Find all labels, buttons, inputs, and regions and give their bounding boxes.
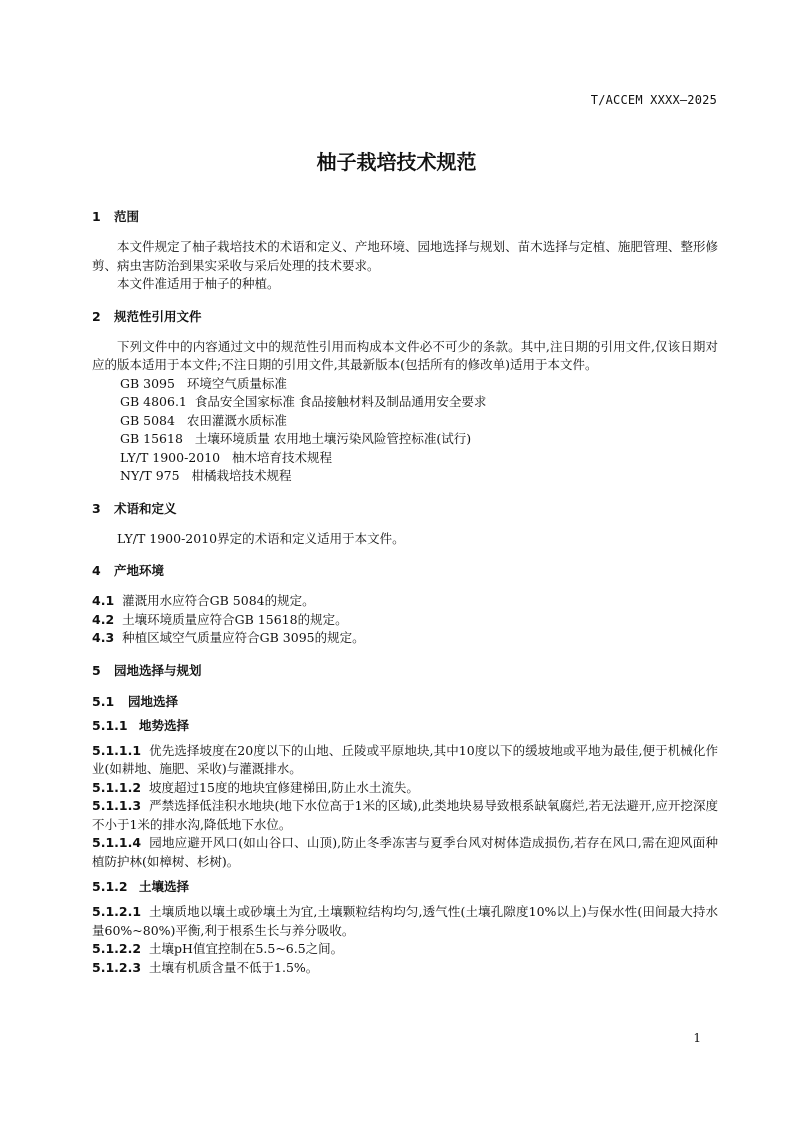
- reference-item: GB 15618 土壤环境质量 农用地土壤污染风险管控标准(试行): [120, 431, 472, 446]
- clause: 5.1.1.1 优先选择坡度在20度以下的山地、丘陵或平原地块,其中10度以下的缓坡地或平地为最佳,便于机械化作业(如耕地、施肥、采收)与灌溉排水。: [92, 742, 718, 776]
- section-heading-2: 2 规范性引用文件: [92, 308, 202, 324]
- subsubsection-heading: 5.1.1 地势选择: [92, 717, 190, 733]
- section-heading-4: 4 产地环境: [92, 563, 165, 578]
- subsection-heading: 5.1 园地选择: [92, 693, 179, 709]
- clause: 5.1.2.2 土壤pH值宜控制在5.5~6.5之间。: [92, 941, 344, 956]
- reference-item: NY/T 975 柑橘栽培技术规程: [120, 468, 292, 483]
- section-heading-3: 3 术语和定义: [92, 500, 177, 516]
- document-body: [92, 207, 718, 977]
- clause: 5.1.1.4 园地应避开风口(如山谷口、山顶),防止冬季冻害与夏季台风对树体造成损伤,若存在风口,需在迎风面种植防护林(如樟树、杉树)。: [92, 835, 718, 869]
- page-number: 1: [693, 1031, 701, 1045]
- clause: 5.1.2.1 土壤质地以壤土或砂壤土为宜,土壤颗粒结构均匀,透气性(土壤孔隙度10%以上)与保水性(田间最大持水量60%~80%)平衡,利于根系生长与养分吸收。: [92, 904, 718, 938]
- reference-item: GB 4806.1 食品安全国家标准 食品接触材料及制品通用安全要求: [120, 394, 487, 409]
- subsubsection-heading: 5.1.2 土壤选择: [92, 879, 190, 894]
- clause: 5.1.1.2 坡度超过15度的地块宜修建梯田,防止水土流失。: [92, 779, 419, 795]
- section-heading-5: 5 园地选择与规划: [92, 662, 202, 678]
- clause: 4.1 灌溉用水应符合GB 5084的规定。: [92, 593, 315, 608]
- references-intro: 下列文件中的内容通过文中的规范性引用而构成本文件必不可少的条款。其中,注日期的引用文件,仅该日期对应的版本适用于本文件;不注日期的引用文件,其最新版本(包括所有的修改单)适用于本文件。: [92, 338, 718, 372]
- reference-item: LY/T 1900-2010 柚木培育技术规程: [120, 449, 333, 465]
- scope-paragraph: 本文件准适用于柚子的种植。: [117, 276, 280, 291]
- reference-item: GB 5084 农田灌溉水质标准: [120, 412, 287, 428]
- clause: 5.1.1.3 严禁选择低洼积水地块(地下水位高于1米的区域),此类地块易导致根系缺氧腐烂,若无法避开,应开挖深度不小于1米的排水沟,降低地下水位。: [92, 798, 718, 832]
- scope-paragraph: 本文件规定了柚子栽培技术的术语和定义、产地环境、园地选择与规划、苗木选择与定植、施肥管理、整形修剪、病虫害防治到果实采收与采后处理的技术要求。: [92, 239, 718, 273]
- clause: 4.2 土壤环境质量应符合GB 15618的规定。: [92, 611, 348, 627]
- document-title: 柚子栽培技术规范: [316, 150, 477, 174]
- document-number: T/ACCEM XXXX—2025: [590, 93, 717, 107]
- clause: 5.1.2.3 土壤有机质含量不低于1.5%。: [92, 959, 319, 975]
- clause: 4.3 种植区域空气质量应符合GB 3095的规定。: [92, 630, 365, 645]
- terms-paragraph: LY/T 1900-2010界定的术语和定义适用于本文件。: [117, 530, 405, 546]
- reference-item: GB 3095 环境空气质量标准: [120, 375, 287, 391]
- section-heading-1: 1 范围: [92, 209, 140, 224]
